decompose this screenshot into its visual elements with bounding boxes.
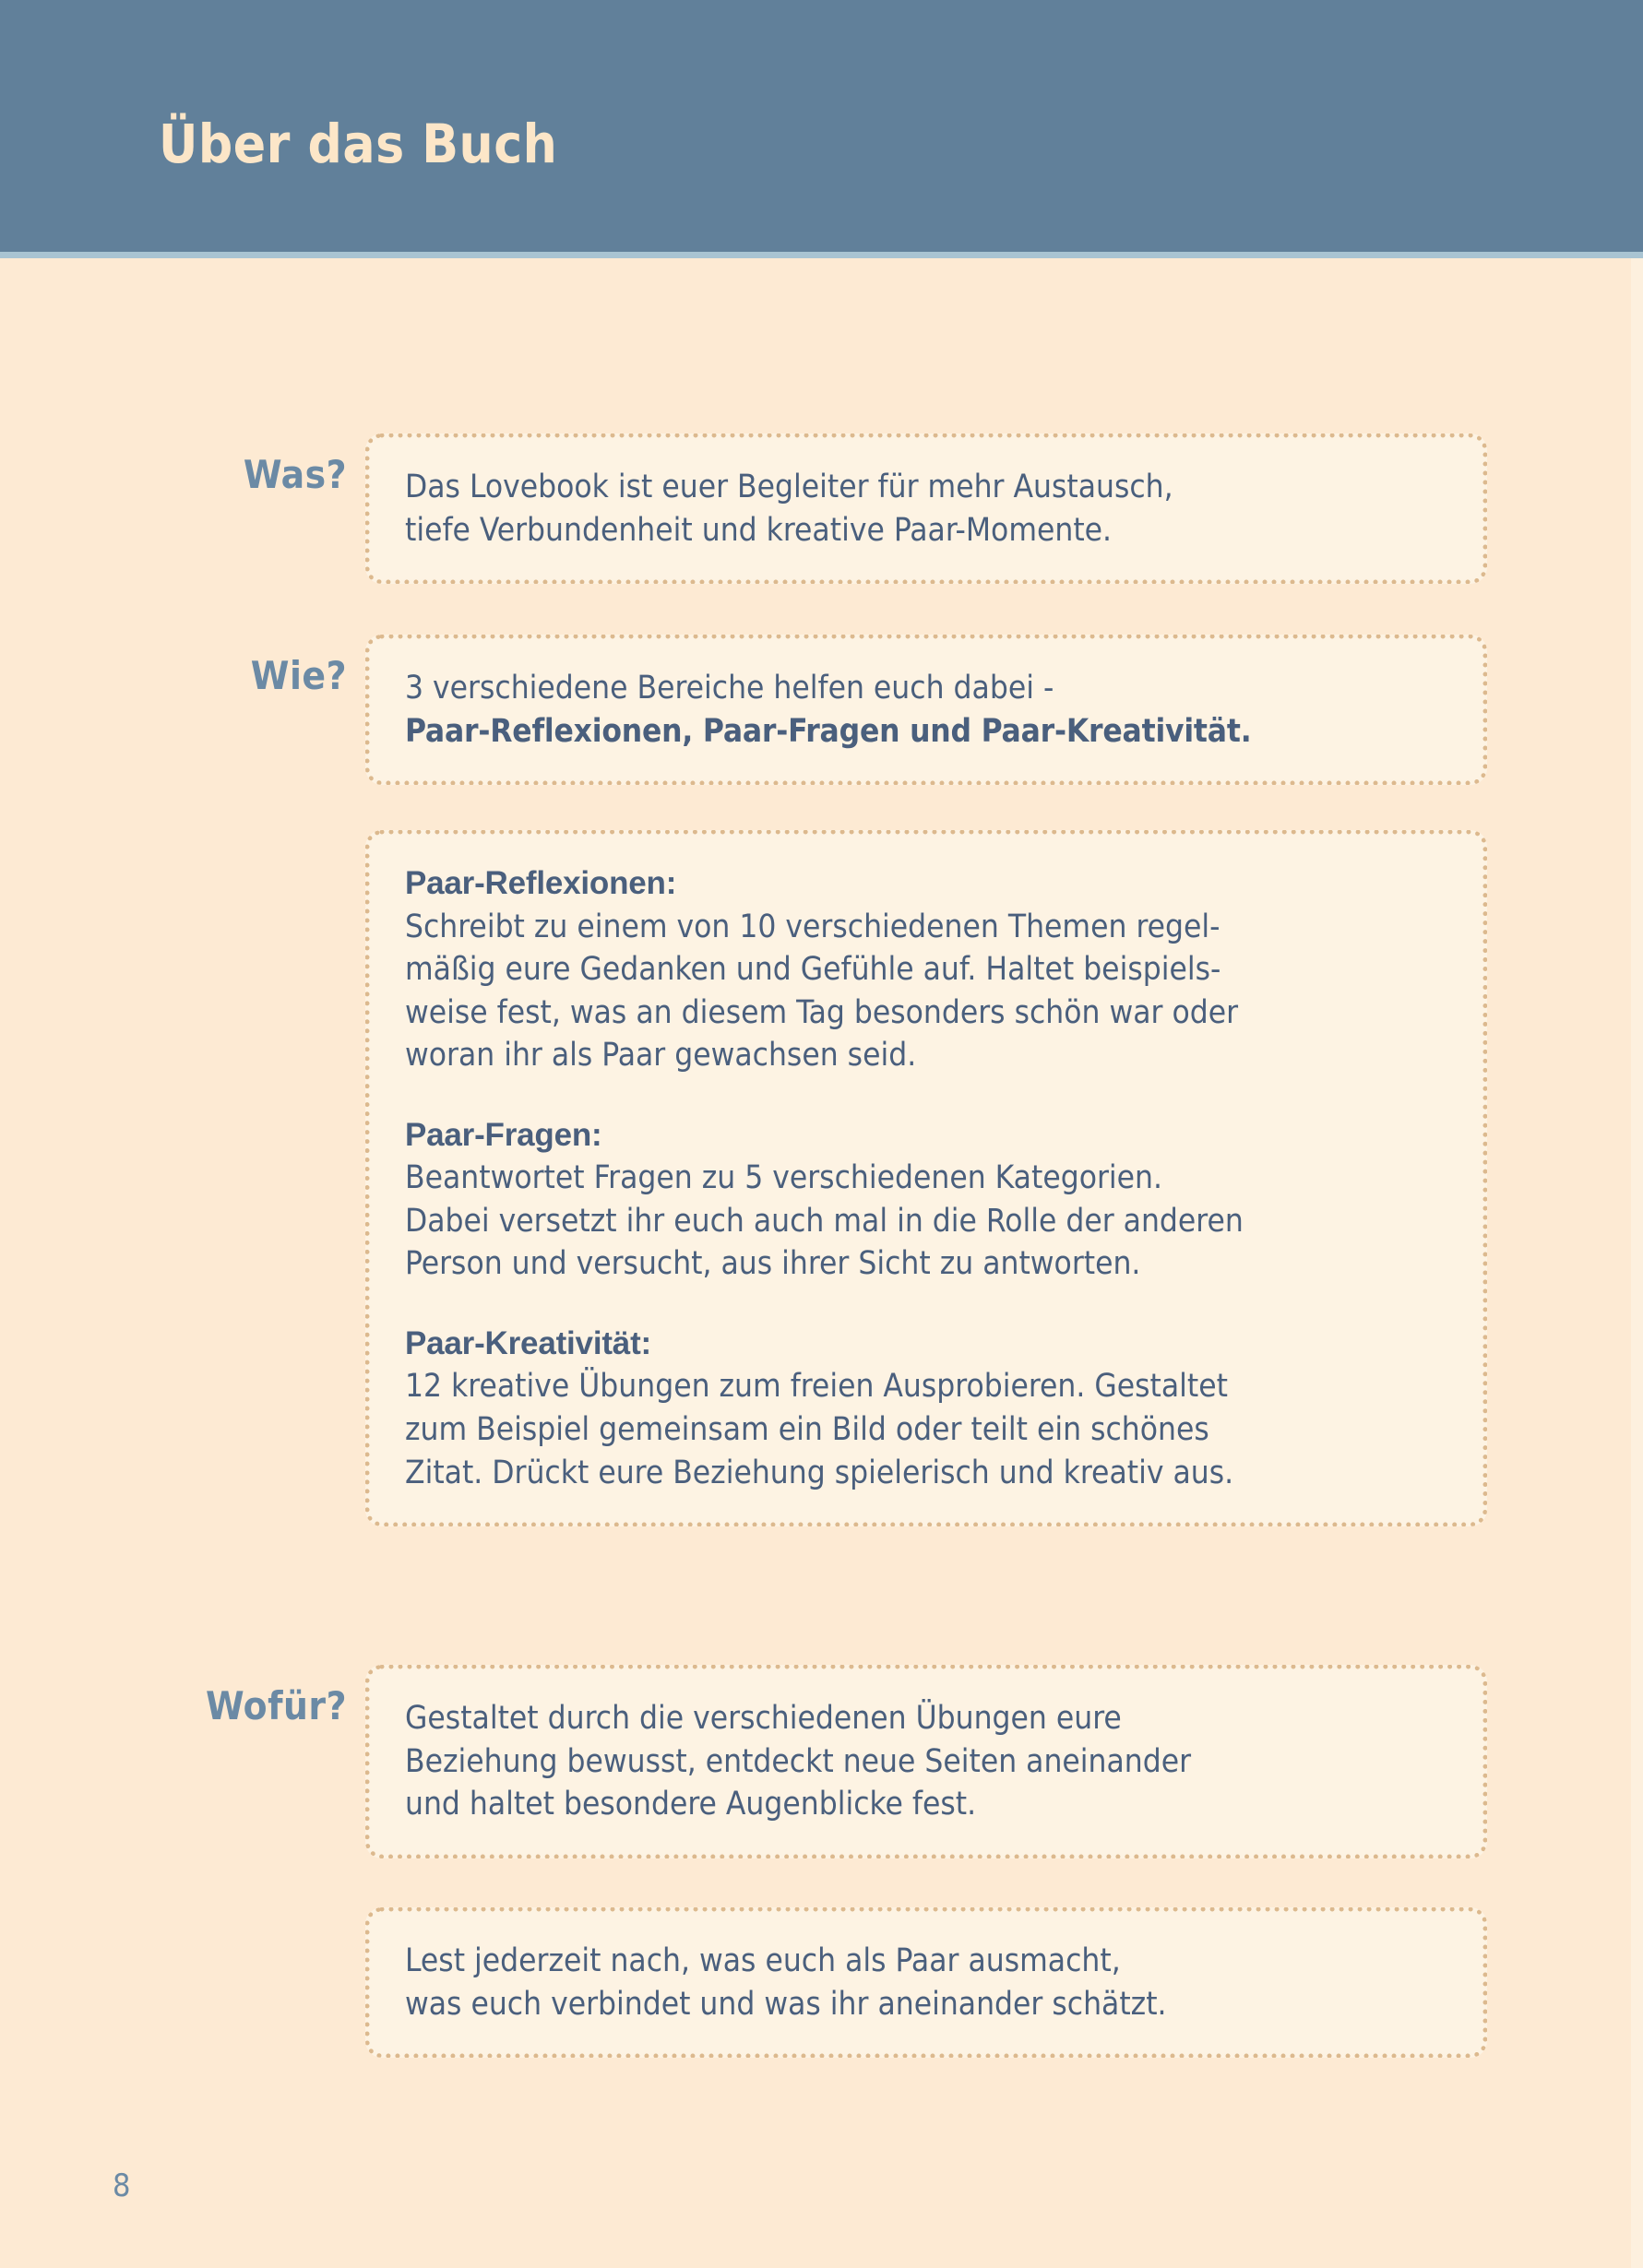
area-section-fragen — [405, 1114, 1447, 1286]
answer-box-wofuer — [365, 1665, 1487, 1858]
page-number: 8 — [113, 2167, 131, 2204]
text-line: mäßig eure Gedanken und Gefühle auf. Haltet beispiels- — [405, 951, 1221, 989]
area-body — [405, 1365, 1447, 1494]
text-line: tiefe Verbundenheit und kreative Paar-Momente. — [405, 511, 1113, 549]
answer-box-was — [365, 433, 1487, 584]
text-line: Beantwortet Fragen zu 5 verschiedenen Kategorien. — [405, 1159, 1162, 1197]
text-line: Lest jederzeit nach, was euch als Paar ausmacht, — [405, 1942, 1121, 1979]
area-heading: Paar-Fragen: — [405, 1116, 602, 1153]
area-section-kreativitaet — [405, 1323, 1447, 1494]
text-line: und haltet besondere Augenblicke fest. — [405, 1786, 977, 1823]
text-line: was euch verbindet und was ihr aneinander schätzt. — [405, 1985, 1167, 2023]
text-line: woran ihr als Paar gewachsen seid. — [405, 1037, 917, 1075]
area-heading: Paar-Kreativität: — [405, 1324, 651, 1361]
page-title: Über das Buch — [159, 113, 558, 175]
text-line-bold: Paar-Reflexionen, Paar-Fragen und Paar-Kreativität. — [405, 712, 1252, 750]
qa-label-wofuer: Wofür? — [205, 1683, 347, 1728]
qa-label-wie: Wie? — [250, 653, 347, 698]
text-line: Dabei versetzt ihr euch auch mal in die Rolle der anderen — [405, 1202, 1244, 1240]
closing-text — [405, 1940, 1447, 2025]
text-line: Beziehung bewusst, entdeckt neue Seiten aneinander — [405, 1742, 1192, 1780]
text-line: Gestaltet durch die verschiedenen Übungen eure — [405, 1700, 1122, 1737]
text-line: 3 verschiedene Bereiche helfen euch dabei - — [405, 670, 1054, 707]
text-line: weise fest, was an diesem Tag besonders schön war oder — [405, 993, 1239, 1031]
area-heading: Paar-Reflexionen: — [405, 865, 677, 901]
closing-box — [365, 1907, 1487, 2058]
text-line: Schreibt zu einem von 10 verschiedenen Themen regel- — [405, 908, 1220, 945]
answer-text-was — [405, 466, 1447, 552]
area-body — [405, 1157, 1447, 1286]
area-body — [405, 906, 1447, 1077]
text-line: Das Lovebook ist euer Begleiter für mehr Austausch, — [405, 469, 1173, 505]
answer-box-wie — [365, 635, 1487, 785]
header-divider — [0, 252, 1643, 258]
answer-text-wofuer — [405, 1697, 1447, 1826]
text-line: 12 kreative Übungen zum freien Ausprobieren. Gestaltet — [405, 1368, 1228, 1406]
page-edge-strip — [1631, 0, 1643, 2268]
text-line: Zitat. Drückt eure Beziehung spielerisch und kreativ aus. — [405, 1454, 1234, 1491]
page-header — [0, 0, 1643, 252]
text-line: zum Beispiel gemeinsam ein Bild oder teilt ein schönes — [405, 1411, 1209, 1449]
areas-box — [365, 830, 1487, 1526]
text-line: Person und versucht, aus ihrer Sicht zu antworten. — [405, 1245, 1141, 1283]
area-section-reflexionen — [405, 862, 1447, 1077]
answer-text-wie — [405, 667, 1447, 753]
qa-label-was: Was? — [243, 452, 347, 497]
